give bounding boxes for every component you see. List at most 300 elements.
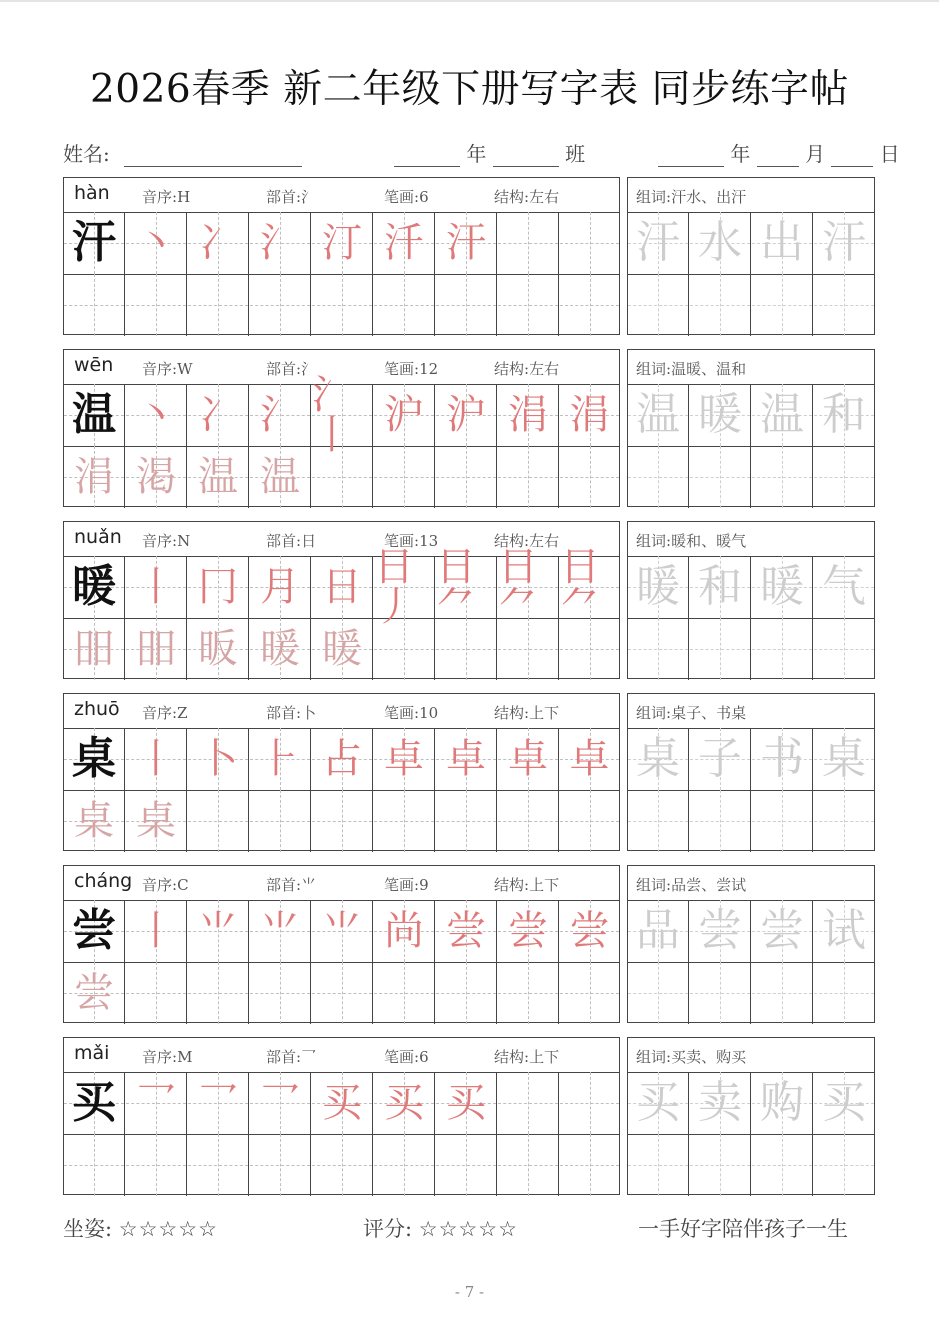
stroke-order-step: 汀: [322, 220, 362, 266]
stroke-order-step: 买: [322, 1080, 362, 1126]
trace-character: 买: [636, 1077, 680, 1128]
trace-character: 尝: [698, 905, 742, 956]
word-cell[interactable]: [628, 728, 689, 790]
practice-cell[interactable]: [188, 446, 249, 508]
structure-label: 结构:: [494, 704, 530, 722]
model-character: 尝: [72, 905, 116, 956]
character-block: [63, 693, 875, 851]
model-character: 暖: [72, 561, 116, 612]
practice-cell[interactable]: [250, 1072, 311, 1134]
date-month-line[interactable]: [757, 142, 799, 167]
word-cell[interactable]: [814, 618, 874, 680]
practice-cell[interactable]: [560, 728, 619, 790]
stroke-order-step: 卓: [384, 736, 424, 782]
strokes-value: 9: [419, 876, 429, 894]
order-label: 音序:: [142, 360, 178, 378]
word-cell[interactable]: [628, 212, 689, 274]
word-cell[interactable]: [690, 1072, 751, 1134]
words-field: [636, 702, 746, 723]
practice-cell[interactable]: [312, 212, 373, 274]
practice-cell[interactable]: [250, 728, 311, 790]
practice-row: [64, 962, 619, 1024]
practice-cell[interactable]: [498, 1134, 559, 1196]
words-label: 组词:: [636, 876, 672, 894]
word-cell[interactable]: [752, 618, 813, 680]
radical-field: [266, 530, 316, 551]
word-cell[interactable]: [752, 384, 813, 446]
words-label: 组词:: [636, 188, 672, 206]
words-value: 桌子、书桌: [671, 704, 747, 722]
practice-cell[interactable]: [436, 962, 497, 1024]
radical-value: ⺌: [301, 876, 317, 894]
words-header: [628, 694, 874, 729]
radical-label: 部首:: [266, 188, 302, 206]
stroke-order-step: 日⺈: [498, 544, 538, 630]
practice-cell[interactable]: [498, 962, 559, 1024]
posture-stars[interactable]: ☆☆☆☆☆: [118, 1217, 218, 1241]
trace-character: 卖: [698, 1077, 742, 1128]
stroke-order-step: 乛: [260, 1080, 300, 1126]
practice-cell[interactable]: [374, 384, 435, 446]
stroke-order-step: 渇: [136, 454, 176, 500]
trace-character: 购: [760, 1077, 804, 1128]
practice-cell[interactable]: [126, 900, 187, 962]
practice-cell[interactable]: [64, 1072, 125, 1134]
stroke-order-step: 昍: [136, 626, 176, 672]
practice-cell[interactable]: [250, 274, 311, 336]
word-cell[interactable]: [814, 1072, 874, 1134]
practice-cell[interactable]: [64, 962, 125, 1024]
stroke-order-step: 尝: [569, 908, 610, 954]
stroke-order-step: 乛: [136, 1080, 176, 1126]
practice-cell[interactable]: [126, 1134, 187, 1196]
order-field: [142, 358, 192, 379]
practice-cell[interactable]: [312, 1072, 373, 1134]
words-header: [628, 866, 874, 901]
stroke-order-step: 丨: [136, 908, 176, 954]
practice-grid: [63, 1037, 620, 1195]
name-label: 姓名:: [63, 142, 110, 166]
strokes-value: 6: [419, 1048, 429, 1066]
words-header: [628, 178, 874, 213]
words-field: [636, 186, 746, 207]
word-cell[interactable]: [690, 384, 751, 446]
practice-cell[interactable]: [560, 790, 619, 852]
word-cell[interactable]: [752, 1134, 813, 1196]
model-character: 桌: [72, 733, 116, 784]
radical-field: [266, 702, 316, 723]
practice-cell[interactable]: [374, 790, 435, 852]
practice-cell[interactable]: [312, 556, 373, 618]
structure-label: 结构:: [494, 360, 530, 378]
practice-cell[interactable]: [312, 728, 373, 790]
practice-cell[interactable]: [250, 618, 311, 680]
date-day-label: 日: [879, 142, 900, 166]
practice-cell[interactable]: [436, 1134, 497, 1196]
structure-label: 结构:: [494, 532, 530, 550]
words-field: [636, 358, 746, 379]
order-label: 音序:: [142, 876, 178, 894]
practice-cell[interactable]: [250, 384, 311, 446]
stroke-order-step: 尝: [508, 908, 548, 954]
practice-cell[interactable]: [374, 1072, 435, 1134]
trace-character: 出: [760, 217, 804, 268]
practice-cell[interactable]: [560, 900, 619, 962]
word-row: [628, 900, 874, 963]
model-character: 汗: [72, 217, 116, 268]
practice-cell[interactable]: [498, 790, 559, 852]
practice-cell[interactable]: [436, 728, 497, 790]
practice-cell[interactable]: [126, 274, 187, 336]
words-field: [636, 530, 746, 551]
stroke-order-step: 沪: [384, 392, 424, 438]
stroke-order-step: ⺌: [322, 908, 362, 954]
order-value: M: [177, 1048, 193, 1066]
name-line[interactable]: [124, 142, 302, 167]
word-cell[interactable]: [752, 274, 813, 336]
practice-cell[interactable]: [126, 384, 187, 446]
date-field[interactable]: [658, 138, 900, 170]
strokes-label: 笔画:: [384, 704, 420, 722]
word-cell[interactable]: [752, 446, 813, 508]
practice-cell[interactable]: [312, 274, 373, 336]
word-cell[interactable]: [752, 212, 813, 274]
practice-cell[interactable]: [374, 212, 435, 274]
practice-cell[interactable]: [312, 790, 373, 852]
practice-cell[interactable]: [188, 1072, 249, 1134]
practice-cell[interactable]: [560, 384, 619, 446]
word-cell[interactable]: [814, 962, 874, 1024]
practice-cell[interactable]: [188, 274, 249, 336]
practice-cell[interactable]: [560, 212, 619, 274]
stroke-order-step: 日⺈: [560, 544, 600, 630]
practice-cell[interactable]: [374, 1134, 435, 1196]
practice-cell[interactable]: [312, 962, 373, 1024]
practice-cell[interactable]: [560, 274, 619, 336]
practice-cell[interactable]: [126, 556, 187, 618]
stroke-order-step: 卓: [569, 736, 610, 782]
practice-cell[interactable]: [374, 900, 435, 962]
radical-value: 氵: [301, 188, 317, 206]
stroke-order-step: 日⺈: [436, 544, 476, 630]
structure-value: 左右: [529, 188, 560, 206]
word-cell[interactable]: [628, 384, 689, 446]
stroke-order-step: 乛: [198, 1080, 238, 1126]
practice-cell[interactable]: [374, 446, 435, 508]
word-cell[interactable]: [628, 446, 689, 508]
stroke-order-step: 涓: [74, 454, 114, 500]
word-grid: [627, 1037, 875, 1195]
practice-cell[interactable]: [374, 544, 435, 630]
practice-cell[interactable]: [312, 1134, 373, 1196]
practice-cell[interactable]: [250, 212, 311, 274]
practice-cell[interactable]: [560, 446, 619, 508]
practice-cell[interactable]: [374, 962, 435, 1024]
practice-cell[interactable]: [188, 556, 249, 618]
word-row: [628, 556, 874, 619]
radical-value: 日: [301, 532, 317, 550]
practice-cell[interactable]: [560, 544, 619, 630]
structure-field: [494, 358, 559, 379]
word-cell[interactable]: [814, 1134, 874, 1196]
word-cell[interactable]: [690, 274, 751, 336]
practice-cell[interactable]: [436, 212, 497, 274]
practice-cell[interactable]: [374, 728, 435, 790]
radical-label: 部首:: [266, 532, 302, 550]
practice-cell[interactable]: [188, 384, 249, 446]
character-info-header: [64, 178, 619, 213]
practice-cell[interactable]: [64, 274, 125, 336]
word-cell[interactable]: [814, 446, 874, 508]
practice-cell[interactable]: [64, 618, 125, 680]
words-value: 汗水、出汗: [671, 188, 747, 206]
practice-cell[interactable]: [126, 1072, 187, 1134]
grade-line[interactable]: [394, 142, 460, 167]
stroke-order-step: 尝: [446, 908, 486, 954]
word-cell[interactable]: [814, 212, 874, 274]
practice-cell[interactable]: [498, 544, 559, 630]
practice-cell[interactable]: [312, 372, 373, 458]
strokes-field: [384, 358, 438, 379]
word-cell[interactable]: [690, 962, 751, 1024]
radical-field: [266, 358, 316, 379]
word-grid: [627, 521, 875, 679]
practice-cell[interactable]: [436, 274, 497, 336]
stroke-order-step: 卜: [198, 736, 238, 782]
word-cell[interactable]: [690, 446, 751, 508]
posture-label: 坐姿:: [63, 1217, 113, 1241]
practice-cell[interactable]: [498, 446, 559, 508]
practice-cell[interactable]: [64, 446, 125, 508]
order-value: W: [177, 360, 193, 378]
word-cell[interactable]: [628, 1134, 689, 1196]
radical-label: 部首:: [266, 1048, 302, 1066]
practice-cell[interactable]: [188, 728, 249, 790]
grade-class-field[interactable]: [394, 138, 585, 170]
stroke-order-step: 氵: [260, 220, 300, 266]
word-cell[interactable]: [628, 790, 689, 852]
practice-cell[interactable]: [64, 900, 125, 962]
practice-cell[interactable]: [250, 962, 311, 1024]
word-cell[interactable]: [628, 900, 689, 962]
practice-cell[interactable]: [126, 962, 187, 1024]
word-cell[interactable]: [628, 1072, 689, 1134]
practice-cell[interactable]: [126, 790, 187, 852]
stroke-order-step: 日丿: [374, 544, 414, 630]
words-field: [636, 1046, 746, 1067]
practice-cell[interactable]: [64, 212, 125, 274]
strokes-label: 笔画:: [384, 360, 420, 378]
stroke-order-step: 汘: [384, 220, 424, 266]
trace-character: 温: [760, 389, 804, 440]
trace-character: 暖: [636, 561, 680, 612]
practice-cell[interactable]: [250, 446, 311, 508]
practice-cell[interactable]: [64, 1134, 125, 1196]
practice-cell[interactable]: [436, 790, 497, 852]
word-cell[interactable]: [752, 962, 813, 1024]
practice-cell[interactable]: [126, 618, 187, 680]
trace-character: 气: [822, 561, 866, 612]
practice-cell[interactable]: [250, 900, 311, 962]
practice-cell[interactable]: [64, 384, 125, 446]
word-cell[interactable]: [814, 556, 874, 618]
word-cell[interactable]: [628, 274, 689, 336]
date-day-line[interactable]: [831, 142, 873, 167]
stroke-order-step: 尝: [74, 970, 114, 1016]
word-cell[interactable]: [628, 618, 689, 680]
radical-value: 氵: [301, 360, 317, 378]
practice-cell[interactable]: [436, 1072, 497, 1134]
practice-cell[interactable]: [498, 384, 559, 446]
radical-field: [266, 874, 316, 895]
score-rating: [363, 1213, 518, 1243]
practice-cell[interactable]: [188, 1134, 249, 1196]
slogan: 一手好字陪伴孩子一生: [638, 1217, 848, 1241]
practice-cell[interactable]: [560, 1134, 619, 1196]
stroke-order-step: 占: [322, 736, 362, 782]
stroke-order-step: 卓: [446, 736, 486, 782]
word-cell[interactable]: [752, 556, 813, 618]
practice-cell[interactable]: [312, 618, 373, 680]
practice-cell[interactable]: [498, 900, 559, 962]
word-cell[interactable]: [690, 728, 751, 790]
strokes-field: [384, 874, 429, 895]
pinyin: zhuō: [74, 698, 120, 720]
practice-cell[interactable]: [188, 790, 249, 852]
practice-cell[interactable]: [312, 900, 373, 962]
words-label: 组词:: [636, 1048, 672, 1066]
word-grid: [627, 349, 875, 507]
practice-grid: [63, 693, 620, 851]
order-field: [142, 530, 190, 551]
pinyin: wēn: [74, 354, 114, 376]
practice-cell[interactable]: [250, 1134, 311, 1196]
word-cell[interactable]: [752, 728, 813, 790]
practice-grid: [63, 177, 620, 335]
word-cell[interactable]: [814, 900, 874, 962]
words-label: 组词:: [636, 704, 672, 722]
practice-cell[interactable]: [64, 728, 125, 790]
character-info-header: [64, 1038, 619, 1073]
word-cell[interactable]: [690, 618, 751, 680]
name-field[interactable]: [63, 138, 302, 170]
word-cell[interactable]: [814, 790, 874, 852]
trace-character: 买: [822, 1077, 866, 1128]
words-value: 品尝、尝试: [671, 876, 747, 894]
practice-cell[interactable]: [188, 962, 249, 1024]
score-stars[interactable]: ☆☆☆☆☆: [418, 1217, 518, 1241]
word-cell[interactable]: [690, 900, 751, 962]
word-cell[interactable]: [752, 790, 813, 852]
word-cell[interactable]: [752, 900, 813, 962]
character-info-header: [64, 866, 619, 901]
word-cell[interactable]: [690, 790, 751, 852]
practice-cell[interactable]: [436, 446, 497, 508]
practice-cell[interactable]: [560, 962, 619, 1024]
word-cell[interactable]: [814, 274, 874, 336]
word-row: [628, 446, 874, 508]
order-label: 音序:: [142, 1048, 178, 1066]
model-character: 温: [72, 389, 116, 440]
word-cell[interactable]: [814, 384, 874, 446]
practice-cell[interactable]: [436, 544, 497, 630]
word-cell[interactable]: [690, 212, 751, 274]
structure-value: 左右: [529, 360, 560, 378]
practice-cell[interactable]: [436, 384, 497, 446]
order-value: Z: [177, 704, 188, 722]
structure-field: [494, 1046, 559, 1067]
radical-label: 部首:: [266, 360, 302, 378]
practice-cell[interactable]: [560, 1072, 619, 1134]
practice-cell[interactable]: [126, 728, 187, 790]
practice-cell[interactable]: [126, 212, 187, 274]
structure-label: 结构:: [494, 1048, 530, 1066]
character-info-header: [64, 694, 619, 729]
strokes-label: 笔画:: [384, 876, 420, 894]
practice-row: [64, 274, 619, 336]
word-cell[interactable]: [814, 728, 874, 790]
word-cell[interactable]: [752, 1072, 813, 1134]
strokes-label: 笔画:: [384, 532, 420, 550]
order-field: [142, 874, 189, 895]
practice-cell[interactable]: [64, 556, 125, 618]
stroke-order-step: 暖: [322, 626, 362, 672]
stroke-order-step: 桌: [136, 798, 176, 844]
practice-cell[interactable]: [498, 728, 559, 790]
stroke-order-step: 月: [260, 564, 300, 610]
structure-field: [494, 874, 559, 895]
pinyin: hàn: [74, 182, 110, 204]
character-block: [63, 521, 875, 679]
trace-character: 试: [822, 905, 866, 956]
stroke-order-step: 丶: [136, 392, 176, 438]
practice-cell[interactable]: [250, 790, 311, 852]
class-line[interactable]: [493, 142, 559, 167]
words-value: 暖和、暖气: [671, 532, 747, 550]
practice-grid: [63, 865, 620, 1023]
trace-character: 品: [636, 905, 680, 956]
practice-cell[interactable]: [498, 212, 559, 274]
practice-cell[interactable]: [188, 900, 249, 962]
stroke-order-step: ⺊: [260, 736, 300, 782]
stroke-order-step: 冂: [198, 564, 238, 610]
character-block: [63, 1037, 875, 1195]
stroke-order-step: 卓: [508, 736, 548, 782]
practice-cell[interactable]: [498, 1072, 559, 1134]
word-cell[interactable]: [628, 556, 689, 618]
practice-cell[interactable]: [374, 274, 435, 336]
stroke-order-step: 温: [260, 454, 300, 500]
practice-cell[interactable]: [126, 446, 187, 508]
practice-cell[interactable]: [188, 212, 249, 274]
page-number: - 7 -: [454, 1283, 485, 1301]
word-cell[interactable]: [628, 962, 689, 1024]
stroke-order-step: 温: [198, 454, 238, 500]
stroke-order-step: 桌: [74, 798, 114, 844]
date-year-line[interactable]: [658, 142, 724, 167]
strokes-value: 13: [419, 532, 439, 550]
word-row: [628, 1072, 874, 1135]
practice-cell[interactable]: [436, 900, 497, 962]
practice-cell[interactable]: [188, 618, 249, 680]
practice-cell[interactable]: [498, 274, 559, 336]
practice-cell[interactable]: [250, 556, 311, 618]
word-cell[interactable]: [690, 1134, 751, 1196]
order-value: H: [177, 188, 191, 206]
order-field: [142, 186, 190, 207]
word-cell[interactable]: [690, 556, 751, 618]
practice-cell[interactable]: [64, 790, 125, 852]
